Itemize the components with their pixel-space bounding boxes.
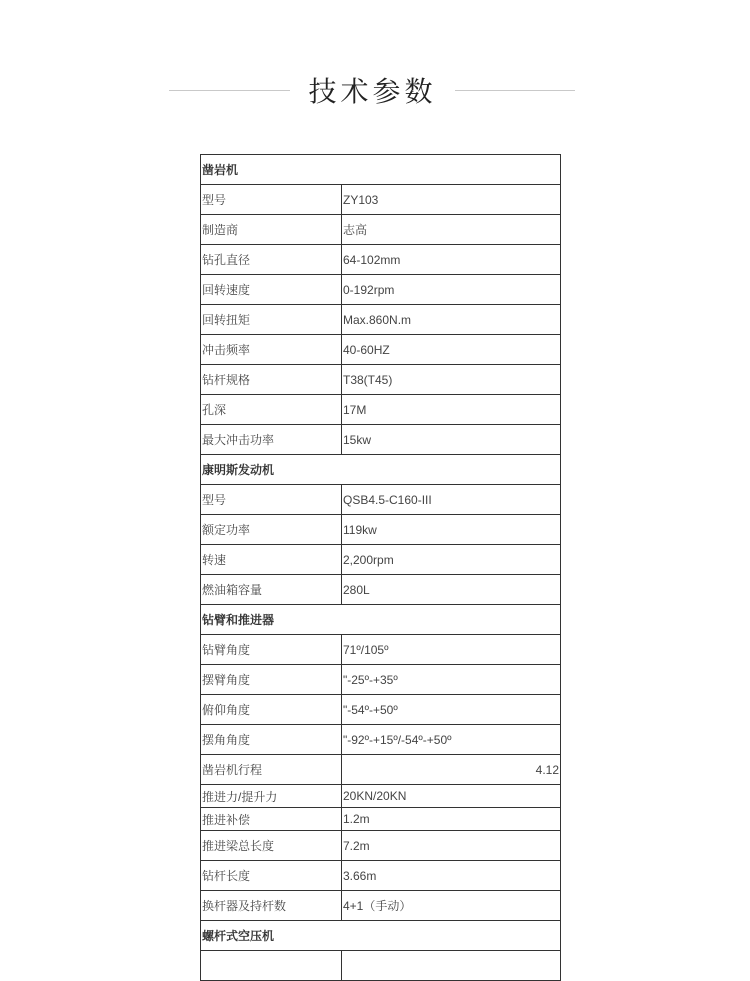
spec-value: 0-192rpm xyxy=(342,275,561,305)
section-header-engine: 康明斯发动机 xyxy=(201,455,561,485)
spec-label: 冲击频率 xyxy=(201,335,342,365)
table-row xyxy=(201,861,561,891)
spec-value: T38(T45) xyxy=(342,365,561,395)
spec-value: 4.12 xyxy=(342,755,561,785)
table-row xyxy=(201,755,561,785)
table-row xyxy=(201,365,561,395)
spec-label: 钻孔直径 xyxy=(201,245,342,275)
table-row xyxy=(201,425,561,455)
table-row xyxy=(201,665,561,695)
table-row xyxy=(201,515,561,545)
table-row xyxy=(201,245,561,275)
spec-label: 最大冲击功率 xyxy=(201,425,342,455)
table-row xyxy=(201,335,561,365)
spec-value: 71º/105º xyxy=(342,635,561,665)
page-title: 技术参数 xyxy=(308,75,437,108)
table-row xyxy=(201,725,561,755)
spec-table xyxy=(200,154,561,981)
spec-label: 制造商 xyxy=(201,215,342,245)
spec-label: 额定功率 xyxy=(201,515,342,545)
table-row xyxy=(201,695,561,725)
spec-label: 换杆器及持杆数 xyxy=(201,891,342,921)
spec-value: 40-60HZ xyxy=(342,335,561,365)
spec-value: 64-102mm xyxy=(342,245,561,275)
spec-label xyxy=(201,951,342,981)
spec-value: 15kw xyxy=(342,425,561,455)
table-row xyxy=(201,808,561,831)
spec-value: 4+1（手动） xyxy=(342,891,561,921)
spec-value: 280L xyxy=(342,575,561,605)
title-divider-right xyxy=(455,90,575,91)
spec-label: 回转扭矩 xyxy=(201,305,342,335)
spec-value: 1.2m xyxy=(342,808,561,831)
table-row xyxy=(201,575,561,605)
spec-label: 摆角角度 xyxy=(201,725,342,755)
spec-value xyxy=(342,951,561,981)
table-row xyxy=(201,485,561,515)
table-row xyxy=(201,635,561,665)
spec-label: 推进补偿 xyxy=(201,808,342,831)
spec-label: 燃油箱容量 xyxy=(201,575,342,605)
spec-label: 型号 xyxy=(201,185,342,215)
spec-value: 3.66m xyxy=(342,861,561,891)
spec-label: 钻臂角度 xyxy=(201,635,342,665)
spec-label: 摆臂角度 xyxy=(201,665,342,695)
section-title-bar xyxy=(0,72,750,112)
spec-label: 推进梁总长度 xyxy=(201,831,342,861)
section-header-screw-compressor: 螺杆式空压机 xyxy=(201,921,561,951)
spec-label: 俯仰角度 xyxy=(201,695,342,725)
spec-value: 17M xyxy=(342,395,561,425)
table-row xyxy=(201,785,561,808)
table-row xyxy=(201,545,561,575)
spec-value: 119kw xyxy=(342,515,561,545)
spec-value: 2,200rpm xyxy=(342,545,561,575)
table-row xyxy=(201,185,561,215)
spec-value: "-54º-+50º xyxy=(342,695,561,725)
spec-value: Max.860N.m xyxy=(342,305,561,335)
table-row xyxy=(201,275,561,305)
spec-label: 孔深 xyxy=(201,395,342,425)
spec-label: 回转速度 xyxy=(201,275,342,305)
spec-value: 7.2m xyxy=(342,831,561,861)
spec-value: 20KN/20KN xyxy=(342,785,561,808)
spec-value: ZY103 xyxy=(342,185,561,215)
table-row xyxy=(201,305,561,335)
spec-value: 志高 xyxy=(342,215,561,245)
spec-value: "-25º-+35º xyxy=(342,665,561,695)
table-row xyxy=(201,215,561,245)
table-row xyxy=(201,891,561,921)
spec-label: 钻杆长度 xyxy=(201,861,342,891)
title-divider-left xyxy=(169,90,290,91)
table-row xyxy=(201,831,561,861)
section-header-boom-feeder: 钻臂和推进器 xyxy=(201,605,561,635)
spec-label: 转速 xyxy=(201,545,342,575)
spec-label: 型号 xyxy=(201,485,342,515)
section-header-rock-drill: 凿岩机 xyxy=(201,155,561,185)
spec-label: 凿岩机行程 xyxy=(201,755,342,785)
spec-value: QSB4.5-C160-III xyxy=(342,485,561,515)
table-row xyxy=(201,951,561,981)
spec-label: 推进力/提升力 xyxy=(201,785,342,808)
spec-value: "-92º-+15º/-54º-+50º xyxy=(342,725,561,755)
table-row xyxy=(201,395,561,425)
spec-label: 钻杆规格 xyxy=(201,365,342,395)
